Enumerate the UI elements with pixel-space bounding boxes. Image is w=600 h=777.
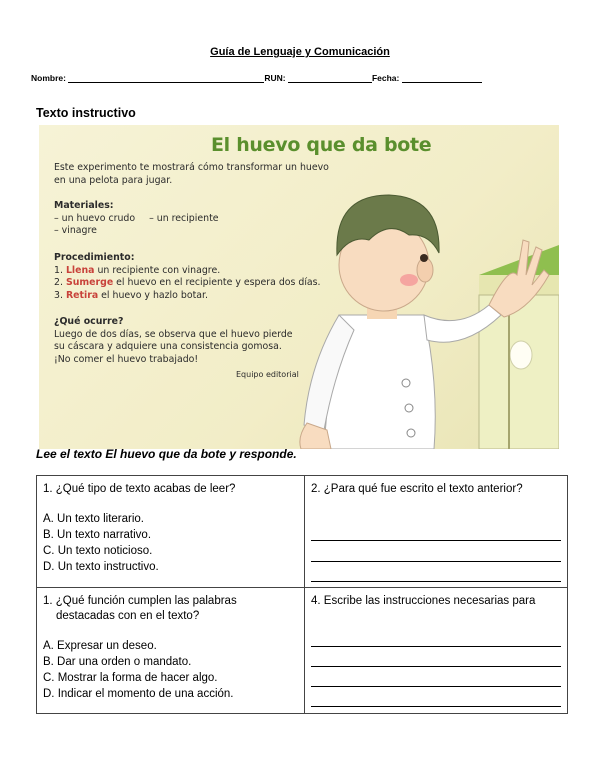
procedure-heading: Procedimiento:	[54, 252, 135, 263]
date-field[interactable]	[402, 73, 482, 83]
credit-text: Equipo editorial	[236, 370, 299, 379]
question-3-text: 1. ¿Qué función cumplen las palabras destacadas con en el texto?	[43, 595, 237, 622]
answer-line[interactable]	[311, 666, 561, 667]
materials-heading: Materiales:	[54, 200, 114, 211]
questions-table	[36, 475, 568, 714]
intro-line-1: Este experimento te mostrará cómo transformar un huevo	[54, 162, 329, 173]
result-line: su cáscara y adquiere una consistencia gomosa.	[54, 341, 282, 352]
question-1-cell	[37, 476, 305, 588]
option-c[interactable]: C. Mostrar la forma de hacer algo.	[43, 672, 218, 684]
answer-line[interactable]	[311, 540, 561, 541]
option-c[interactable]: C. Un texto noticioso.	[43, 545, 153, 557]
option-b[interactable]: B. Dar una orden o mandato.	[43, 656, 192, 668]
egg-experiment-illustration	[39, 125, 559, 449]
material-item: – un recipiente	[149, 212, 219, 224]
worksheet-title: Guía de Lenguaje y Comunicación	[210, 46, 390, 58]
illustration-title: El huevo que da bote	[211, 134, 432, 156]
name-field[interactable]	[68, 73, 264, 83]
question-3-cell	[37, 588, 305, 714]
result-heading: ¿Qué ocurre?	[54, 316, 124, 327]
intro-line-2: en una pelota para jugar.	[54, 174, 173, 186]
run-label: RUN:	[264, 73, 286, 83]
option-a[interactable]: A. Un texto literario.	[43, 513, 144, 525]
option-b[interactable]: B. Un texto narrativo.	[43, 529, 152, 541]
option-d[interactable]: D. Indicar el momento de una acción.	[43, 688, 234, 700]
result-line: ¡No comer el huevo trabajado!	[54, 353, 199, 365]
step-item: 1. Llena un recipiente con vinagre.	[54, 264, 221, 276]
run-field[interactable]	[288, 73, 372, 83]
question-1-options	[37, 511, 304, 575]
egg-icon	[510, 341, 532, 369]
question-2-cell	[305, 476, 568, 588]
material-item: – vinagre	[54, 225, 97, 236]
name-label: Nombre:	[31, 73, 66, 83]
answer-line[interactable]	[311, 561, 561, 562]
step-item: 2. Sumerge el huevo en el recipiente y espera dos días.	[54, 277, 321, 288]
question-4-text: 4. Escribe las instrucciones necesarias para	[311, 595, 536, 607]
answer-line[interactable]	[311, 686, 561, 687]
option-d[interactable]: D. Un texto instructivo.	[43, 561, 159, 573]
question-2-text: 2. ¿Para qué fue escrito el texto anterior?	[311, 483, 523, 495]
answer-line[interactable]	[311, 581, 561, 582]
answer-line[interactable]	[311, 706, 561, 707]
result-line: Luego de dos días, se observa que el huevo pierde	[54, 328, 293, 340]
student-fields	[31, 73, 482, 83]
instructions-lead: Lee el texto El huevo que da bote y responde.	[36, 447, 297, 461]
question-1-text: 1. ¿Qué tipo de texto acabas de leer?	[43, 483, 236, 495]
question-4-cell	[305, 588, 568, 714]
section-heading: Texto instructivo	[36, 106, 136, 120]
step-item: 3. Retira el huevo y hazlo botar.	[54, 289, 208, 301]
date-label: Fecha:	[371, 73, 400, 83]
answer-line[interactable]	[311, 646, 561, 647]
option-a[interactable]: A. Expresar un deseo.	[43, 640, 157, 652]
material-item: – un huevo crudo	[54, 212, 136, 224]
question-3-options	[37, 638, 304, 702]
